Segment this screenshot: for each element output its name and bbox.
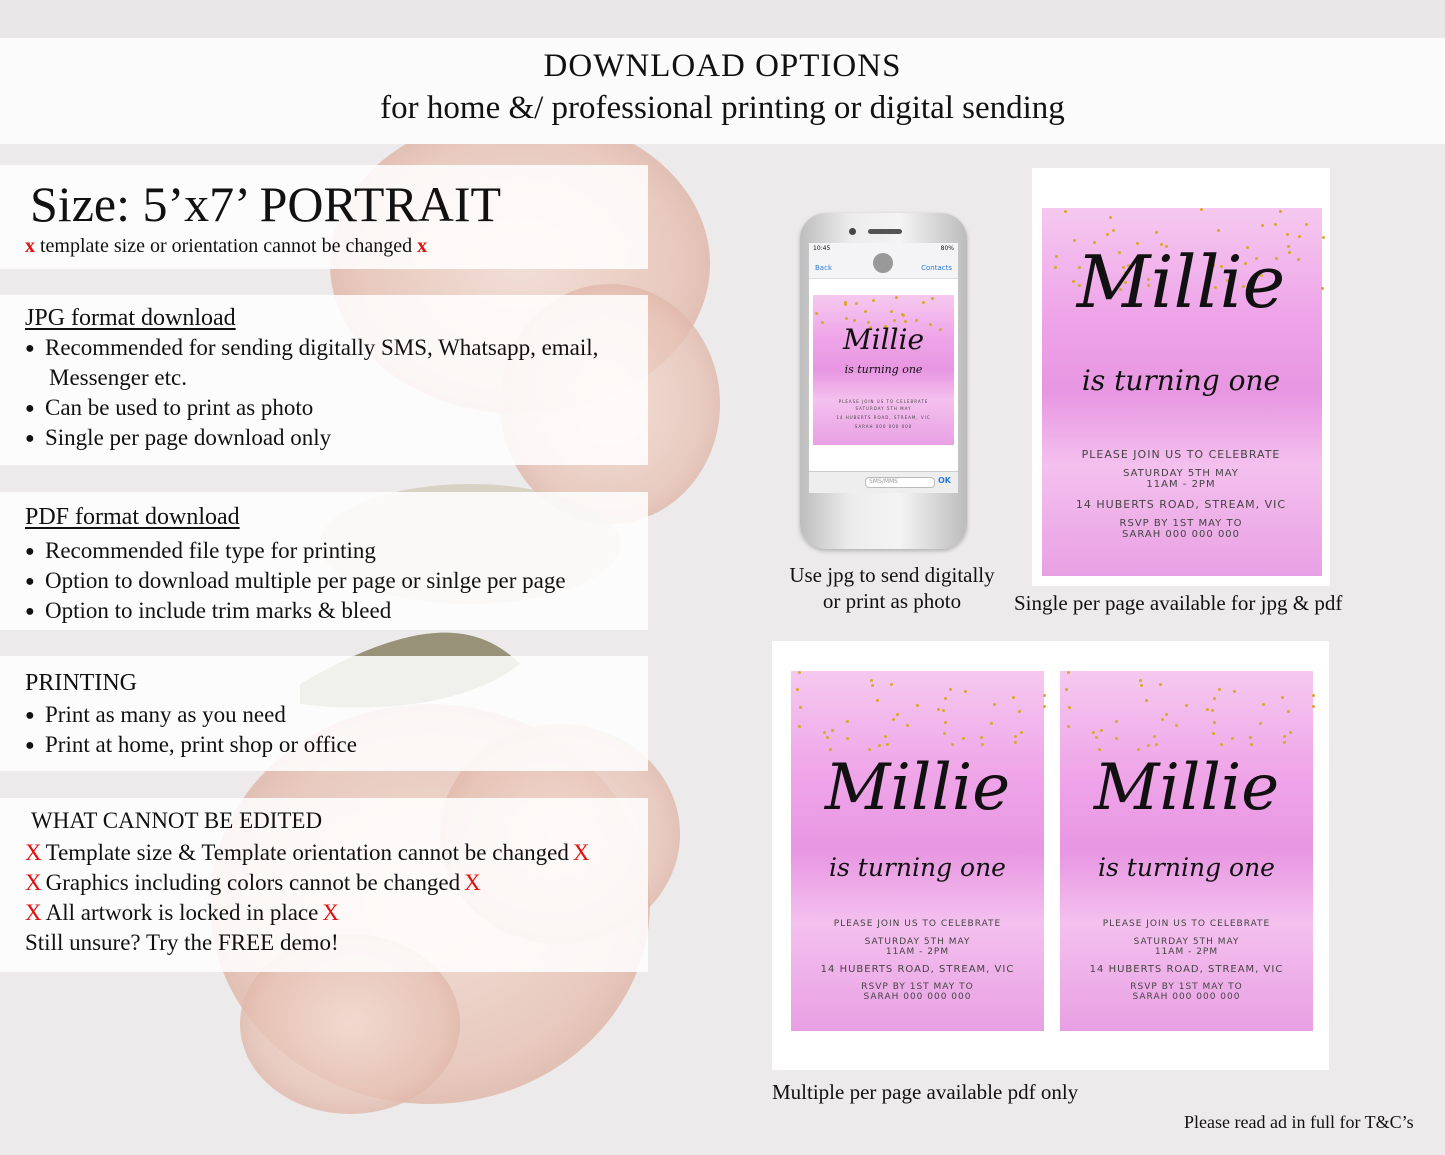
gold-fleck — [962, 737, 965, 740]
jpg-bullet-continued: Messenger etc. — [49, 365, 187, 390]
gold-fleck — [1064, 210, 1067, 213]
gold-fleck — [1155, 231, 1158, 234]
gold-fleck — [1289, 731, 1292, 734]
gold-fleck — [1112, 229, 1115, 232]
invite-line: SARAH 000 000 000 — [1132, 992, 1241, 1002]
gold-fleck — [886, 743, 889, 746]
gold-fleck — [937, 708, 940, 711]
gold-fleck — [1231, 737, 1234, 740]
invite-line: SATURDAY 5TH MAY — [1123, 468, 1239, 479]
gold-fleck — [943, 732, 946, 735]
jpg-panel — [0, 295, 648, 465]
multi-invite-card-left — [785, 659, 1050, 1041]
invite-line: SATURDAY 5TH MAY — [864, 937, 971, 947]
gold-fleck — [951, 743, 954, 746]
size-note-row — [25, 235, 427, 258]
gold-fleck — [1286, 233, 1289, 236]
gold-fleck — [1092, 731, 1095, 734]
phone-contacts-link[interactable]: Contacts — [921, 264, 952, 272]
gold-fleck — [964, 690, 967, 693]
sms-input[interactable]: SMS/MMS — [865, 477, 935, 488]
multi-invite-card-right — [1054, 659, 1319, 1041]
gold-fleck — [1147, 744, 1150, 747]
phone-time: 10:45 — [813, 245, 831, 252]
jpg-heading: JPG format download — [25, 305, 236, 331]
gold-fleck — [1014, 741, 1017, 744]
multiple-caption: Multiple per page available pdf only — [772, 1080, 1079, 1104]
gold-fleck — [1233, 690, 1236, 693]
invite-name: Millie — [824, 751, 1011, 825]
gold-fleck — [1014, 735, 1017, 738]
printing-bullet: ● Print at home, print shop or office — [25, 730, 357, 761]
gold-fleck — [990, 722, 993, 725]
red-x-icon: X — [464, 870, 481, 895]
gold-fleck — [1218, 688, 1221, 691]
printing-bullet: ● Print as many as you need — [25, 700, 286, 731]
send-button[interactable]: OK — [938, 476, 951, 485]
multi-invite-sheet — [772, 641, 1329, 1070]
gold-fleck — [1283, 735, 1286, 738]
gold-fleck — [1109, 216, 1112, 219]
gold-fleck — [1043, 705, 1046, 708]
jpg-bullet: ● Single per page download only — [25, 423, 331, 454]
cannot-item: X Graphics including colors cannot be changed X — [25, 870, 481, 895]
gold-fleck — [855, 302, 858, 305]
gold-fleck — [1185, 704, 1188, 707]
gold-fleck — [1067, 725, 1070, 728]
invite-tagline: is turning one — [1098, 853, 1275, 882]
gold-fleck — [799, 706, 802, 709]
gold-fleck — [878, 744, 881, 747]
gold-fleck — [1274, 223, 1277, 226]
size-heading: Size: 5’x7’ PORTRAIT — [30, 176, 502, 232]
cannot-item: X All artwork is locked in place X — [25, 900, 339, 925]
pink-wash — [1060, 671, 1313, 1031]
gold-fleck — [1153, 735, 1156, 738]
gold-fleck — [815, 312, 818, 315]
invite-line: PLEASE JOIN US TO CELEBRATE — [838, 399, 929, 404]
gold-fleck — [1279, 210, 1282, 213]
invite-line: PLEASE JOIN US TO CELEBRATE — [1102, 919, 1271, 929]
gold-fleck — [896, 713, 899, 716]
gold-fleck — [1095, 736, 1098, 739]
cannot-edit-panel — [0, 798, 648, 972]
gold-fleck — [1261, 224, 1264, 227]
gold-fleck — [890, 683, 893, 686]
red-x-icon: X — [25, 900, 42, 925]
invite-line: 11AM - 2PM — [1146, 479, 1216, 490]
gold-fleck — [853, 319, 856, 322]
gold-fleck — [1115, 737, 1118, 740]
invite-line: 14 HUBERTS ROAD, STREAM, VIC — [820, 964, 1015, 975]
gold-fleck — [798, 725, 801, 728]
gold-fleck — [893, 319, 896, 322]
gold-fleck — [981, 743, 984, 746]
gold-fleck — [876, 699, 879, 702]
bullet-icon: ● — [25, 737, 35, 754]
pink-wash — [791, 671, 1044, 1031]
gold-fleck — [1165, 713, 1168, 716]
invite-line: PLEASE JOIN US TO CELEBRATE — [833, 919, 1002, 929]
gold-fleck — [846, 720, 849, 723]
invite-tagline: is turning one — [1081, 364, 1281, 397]
gold-fleck — [1298, 235, 1301, 238]
invite-tagline: is turning one — [844, 363, 923, 376]
printing-panel — [0, 656, 648, 771]
gold-fleck — [872, 299, 875, 302]
invite-line: 14 HUBERTS ROAD, STREAM, VIC — [836, 415, 931, 420]
invite-line: SATURDAY 5TH MAY — [855, 406, 912, 411]
gold-fleck — [870, 679, 873, 682]
gold-fleck — [1012, 696, 1015, 699]
size-panel — [0, 165, 648, 269]
printing-heading: PRINTING — [25, 670, 137, 696]
gold-fleck — [846, 737, 849, 740]
gold-fleck — [980, 736, 983, 739]
gold-fleck — [1020, 731, 1023, 734]
gold-fleck — [798, 671, 801, 674]
header-banner — [0, 38, 1445, 144]
gold-fleck — [1312, 694, 1315, 697]
gold-fleck — [1018, 710, 1021, 713]
gold-fleck — [1213, 721, 1216, 724]
gold-fleck — [864, 310, 867, 313]
gold-fleck — [895, 296, 898, 299]
gold-fleck — [1200, 208, 1203, 211]
bullet-icon: ● — [25, 400, 35, 417]
invite-name: Millie — [1076, 240, 1286, 324]
phone-screen — [809, 243, 958, 493]
gold-fleck — [890, 310, 893, 313]
jpg-bullet: ● Recommended for sending digitally SMS, Whatsapp, email, — [25, 333, 598, 364]
single-invite-card — [1032, 168, 1330, 586]
bullet-icon: ● — [25, 707, 35, 724]
invite-line: RSVP BY 1ST MAY TO — [861, 982, 974, 992]
gold-fleck — [1259, 722, 1262, 725]
red-x-icon: X — [322, 900, 339, 925]
gold-fleck — [1213, 697, 1216, 700]
contact-avatar-icon — [873, 253, 893, 273]
gold-fleck — [1161, 718, 1164, 721]
invite-line: 11AM - 2PM — [1154, 947, 1219, 957]
invite-line: RSVP BY 1ST MAY TO — [1130, 982, 1243, 992]
gold-fleck — [845, 317, 848, 320]
gold-fleck — [1281, 696, 1284, 699]
gold-fleck — [944, 697, 947, 700]
gold-fleck — [796, 688, 799, 691]
gold-fleck — [916, 704, 919, 707]
gold-fleck — [1217, 229, 1220, 232]
gold-fleck — [1211, 709, 1214, 712]
cannot-item: X Template size & Template orientation cannot be changed X — [25, 840, 590, 865]
pdf-heading: PDF format download — [25, 504, 240, 530]
gold-fleck — [1220, 743, 1223, 746]
gold-fleck — [1312, 705, 1315, 708]
gold-fleck — [1043, 694, 1046, 697]
red-x-icon: x — [417, 235, 428, 257]
red-x-icon: X — [25, 840, 42, 865]
gold-fleck — [1115, 720, 1118, 723]
invite-line: 14 HUBERTS ROAD, STREAM, VIC — [1089, 964, 1284, 975]
gold-fleck — [892, 718, 895, 721]
cannot-heading: WHAT CANNOT BE EDITED — [31, 808, 323, 833]
gold-fleck — [1305, 223, 1308, 226]
bullet-icon: ● — [25, 430, 35, 447]
red-x-icon: X — [572, 840, 590, 865]
invite-line: SARAH 000 000 000 — [1121, 529, 1241, 540]
invite-name: Millie — [1093, 751, 1280, 825]
bullet-icon: ● — [25, 543, 35, 560]
phone-back-link[interactable]: Back — [815, 264, 832, 272]
gold-fleck — [1159, 683, 1162, 686]
gold-fleck — [831, 729, 834, 732]
gold-fleck — [1068, 706, 1071, 709]
pdf-bullet: ● Recommended file type for printing — [25, 536, 376, 567]
gold-fleck — [1250, 743, 1253, 746]
gold-fleck — [942, 709, 945, 712]
gold-fleck — [1106, 233, 1109, 236]
red-x-icon: X — [25, 870, 42, 895]
gold-fleck — [826, 736, 829, 739]
demo-note: Still unsure? Try the FREE demo! — [25, 930, 339, 955]
gold-fleck — [931, 297, 934, 300]
size-note: template size or orientation cannot be changed — [40, 235, 413, 257]
gold-fleck — [1100, 729, 1103, 732]
gold-fleck — [902, 314, 905, 317]
gold-fleck — [915, 319, 918, 322]
invite-line: SARAH 000 000 000 — [854, 424, 913, 429]
phone-caption: Use jpg to send digitally or print as photo — [789, 563, 995, 613]
gold-fleck — [1262, 703, 1265, 706]
terms-note: Please read ad in full for T&C’s — [1184, 1112, 1414, 1132]
top-strip — [0, 0, 1445, 38]
gold-fleck — [1206, 708, 1209, 711]
gold-fleck — [1145, 699, 1148, 702]
invite-line: 11AM - 2PM — [885, 947, 950, 957]
gold-fleck — [949, 688, 952, 691]
gold-fleck — [1322, 236, 1325, 239]
gold-fleck — [922, 301, 925, 304]
gold-fleck — [1139, 679, 1142, 682]
invite-tagline: is turning one — [829, 853, 1006, 882]
pdf-panel — [0, 492, 648, 630]
gold-fleck — [1065, 688, 1068, 691]
gold-fleck — [823, 731, 826, 734]
invite-name: Millie — [842, 323, 925, 356]
phone-battery: 80% — [940, 245, 954, 252]
bullet-icon: ● — [25, 603, 35, 620]
gold-fleck — [1287, 710, 1290, 713]
gold-fleck — [944, 721, 947, 724]
phone-mockup — [800, 213, 967, 549]
invite-line: SATURDAY 5TH MAY — [1133, 937, 1240, 947]
header-title: DOWNLOAD OPTIONS — [543, 48, 902, 84]
gold-fleck — [1067, 671, 1070, 674]
invite-line: RSVP BY 1ST MAY TO — [1119, 518, 1243, 529]
speaker-icon — [868, 229, 902, 234]
gold-fleck — [1249, 736, 1252, 739]
bullet-icon: ● — [25, 340, 35, 357]
gold-fleck — [871, 684, 874, 687]
jpg-bullet: ● Can be used to print as photo — [25, 393, 313, 424]
gold-fleck — [1155, 743, 1158, 746]
invite-line: 14 HUBERTS ROAD, STREAM, VIC — [1075, 498, 1287, 511]
gold-fleck — [993, 703, 996, 706]
gold-fleck — [884, 735, 887, 738]
camera-icon — [849, 228, 856, 235]
invite-line: SARAH 000 000 000 — [863, 992, 972, 1002]
gold-fleck — [1212, 732, 1215, 735]
gold-fleck — [1140, 684, 1143, 687]
gold-fleck — [1175, 724, 1178, 727]
red-x-icon: x — [25, 235, 35, 257]
header-subtitle: for home &/ professional printing or digital sending — [380, 90, 1065, 126]
single-caption: Single per page available for jpg & pdf — [1014, 591, 1343, 615]
invite-line: PLEASE JOIN US TO CELEBRATE — [1081, 448, 1281, 461]
pdf-bullet: ● Option to include trim marks & bleed — [25, 596, 391, 627]
gold-fleck — [906, 724, 909, 727]
bullet-icon: ● — [25, 573, 35, 590]
gold-fleck — [1283, 741, 1286, 744]
pdf-bullet: ● Option to download multiple per page or sinlge per page — [25, 566, 566, 597]
